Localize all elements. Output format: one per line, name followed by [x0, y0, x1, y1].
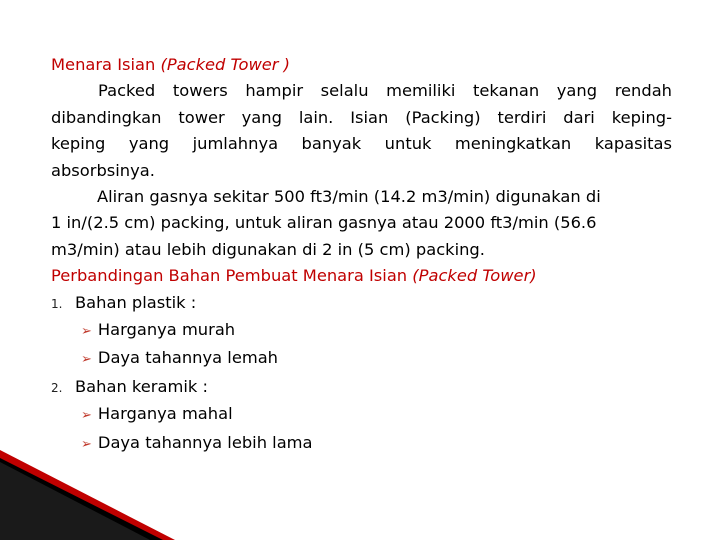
para1-line: keping yang jumlahnya banyak untuk meningkatkan kapasitas: [51, 134, 672, 154]
comparison-heading-main: Perbandingan Bahan Pembuat Menara Isian: [51, 266, 413, 286]
list-item: [51, 374, 672, 401]
sub-bullet-text: Daya tahannya lemah: [97, 348, 278, 368]
list-label: Bahan plastik :: [75, 292, 197, 312]
slide-content: [51, 52, 672, 458]
sub-bullet: [51, 401, 672, 429]
list-label: Bahan keramik :: [75, 376, 208, 396]
list-number: 1.: [51, 296, 63, 311]
list-item: [51, 290, 672, 317]
arrow-bullet-icon: ➢: [81, 436, 92, 452]
list-number: 2.: [51, 380, 63, 395]
comparison-heading-italic: (Packed Tower): [412, 266, 537, 286]
sub-bullet-text: Daya tahannya lebih lama: [97, 432, 313, 452]
arrow-bullet-icon: ➢: [81, 324, 92, 340]
decorative-swoosh: [0, 440, 720, 540]
sub-bullet: [51, 317, 672, 345]
sub-bullet-text: Harganya murah: [97, 320, 236, 340]
para1-line: dibandingkan tower yang lain. Isian (Packing) terdiri dari keping-: [51, 107, 672, 127]
para1-line: absorbsinya.: [51, 160, 155, 180]
sub-bullet: [51, 345, 672, 373]
para2-line: 1 in/(2.5 cm) packing, untuk aliran gasnya atau 2000 ft3/min (56.6: [51, 213, 597, 233]
arrow-bullet-icon: ➢: [81, 408, 92, 424]
para2-line: Aliran gasnya sekitar 500 ft3/min (14.2 m3/min) digunakan di: [97, 187, 601, 207]
sub-bullet-text: Harganya mahal: [97, 404, 233, 424]
arrow-bullet-icon: ➢: [81, 352, 92, 368]
slide-heading: [51, 52, 672, 78]
para2-line: m3/min) atau lebih digunakan di 2 in (5 cm) packing.: [51, 239, 485, 259]
para1-line: Packed towers hampir selalu memiliki tekanan yang rendah: [98, 81, 672, 101]
comparison-heading: [51, 263, 672, 289]
slide-heading-main: Menara Isian: [51, 55, 161, 74]
slide-heading-italic: (Packed Tower ): [160, 55, 291, 74]
